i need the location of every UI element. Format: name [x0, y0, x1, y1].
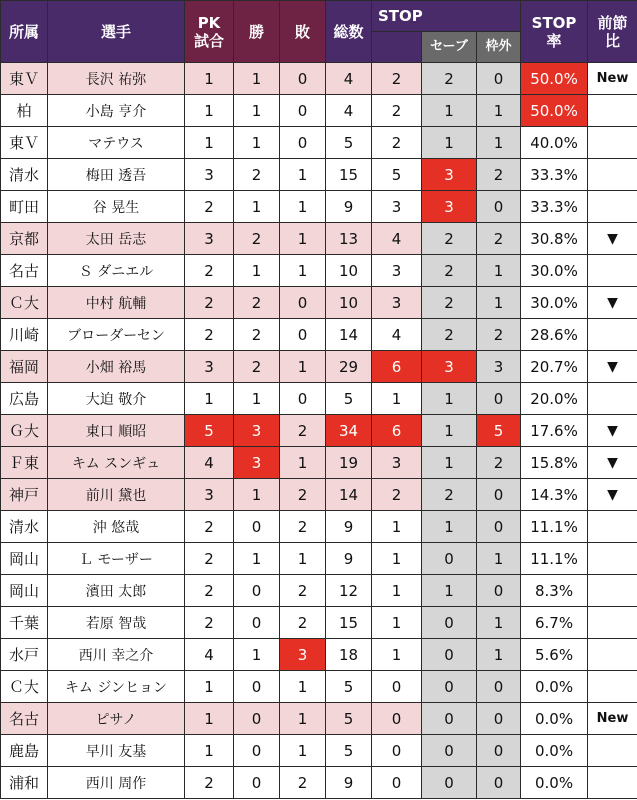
cell-stop: 2: [372, 63, 422, 95]
cell-stop: 1: [372, 607, 422, 639]
cell-wide: 0: [477, 63, 521, 95]
cell-rate: 0.0%: [521, 735, 588, 767]
cell-pk: 1: [185, 127, 234, 159]
cell-win: 1: [234, 479, 280, 511]
cell-player: キム ジンヒョン: [48, 671, 185, 703]
cell-pk: 1: [185, 703, 234, 735]
cell-save: 2: [422, 255, 477, 287]
table-row: [1, 479, 637, 511]
cell-total: 5: [326, 671, 372, 703]
cell-prev: [588, 255, 637, 287]
cell-prev: New: [588, 63, 637, 95]
cell-rate: 50.0%: [521, 95, 588, 127]
cell-save: 0: [422, 671, 477, 703]
header-stop-sub: [372, 32, 422, 63]
cell-save: 2: [422, 223, 477, 255]
cell-player: 沖 悠哉: [48, 511, 185, 543]
cell-team: 神戸: [1, 479, 48, 511]
cell-wide: 1: [477, 127, 521, 159]
cell-pk: 3: [185, 159, 234, 191]
cell-wide: 0: [477, 703, 521, 735]
cell-pk: 2: [185, 767, 234, 799]
cell-stop: 0: [372, 767, 422, 799]
cell-prev: [588, 575, 637, 607]
cell-save: 1: [422, 575, 477, 607]
cell-save: 0: [422, 543, 477, 575]
header-wide: 枠外: [477, 32, 521, 63]
cell-player: 中村 航輔: [48, 287, 185, 319]
cell-prev: [588, 319, 637, 351]
cell-wide: 2: [477, 319, 521, 351]
cell-loss: 2: [280, 415, 326, 447]
cell-team: Ｃ大: [1, 671, 48, 703]
cell-stop: 6: [372, 351, 422, 383]
cell-player: 西川 幸之介: [48, 639, 185, 671]
cell-total: 15: [326, 607, 372, 639]
cell-prev: ▼: [588, 287, 637, 319]
cell-stop: 2: [372, 479, 422, 511]
cell-rate: 0.0%: [521, 703, 588, 735]
cell-save: 1: [422, 127, 477, 159]
cell-prev: [588, 671, 637, 703]
cell-pk: 4: [185, 447, 234, 479]
cell-total: 4: [326, 63, 372, 95]
cell-win: 3: [234, 447, 280, 479]
cell-rate: 5.6%: [521, 639, 588, 671]
table-row: [1, 191, 637, 223]
cell-prev: ▼: [588, 415, 637, 447]
cell-wide: 0: [477, 671, 521, 703]
cell-pk: 2: [185, 319, 234, 351]
cell-loss: 1: [280, 255, 326, 287]
cell-player: 太田 岳志: [48, 223, 185, 255]
table-row: [1, 95, 637, 127]
cell-wide: 3: [477, 351, 521, 383]
cell-rate: 15.8%: [521, 447, 588, 479]
header-team: 所属: [1, 1, 48, 63]
cell-loss: 2: [280, 767, 326, 799]
cell-stop: 2: [372, 95, 422, 127]
cell-rate: 30.0%: [521, 287, 588, 319]
cell-team: Ｇ大: [1, 415, 48, 447]
cell-team: 岡山: [1, 543, 48, 575]
cell-win: 1: [234, 639, 280, 671]
table-row: [1, 543, 637, 575]
cell-loss: 1: [280, 223, 326, 255]
cell-win: 2: [234, 319, 280, 351]
table-row: [1, 351, 637, 383]
header-stop-rate: STOP 率: [521, 1, 588, 63]
cell-total: 34: [326, 415, 372, 447]
cell-total: 10: [326, 287, 372, 319]
table-row: [1, 639, 637, 671]
cell-wide: 5: [477, 415, 521, 447]
cell-stop: 1: [372, 383, 422, 415]
cell-save: 1: [422, 415, 477, 447]
cell-total: 5: [326, 703, 372, 735]
table-body: [1, 63, 637, 799]
cell-pk: 5: [185, 415, 234, 447]
cell-rate: 6.7%: [521, 607, 588, 639]
cell-player: Ｌ モーザー: [48, 543, 185, 575]
cell-player: 濱田 太郎: [48, 575, 185, 607]
cell-loss: 0: [280, 319, 326, 351]
cell-wide: 0: [477, 767, 521, 799]
cell-player: 谷 晃生: [48, 191, 185, 223]
cell-total: 12: [326, 575, 372, 607]
cell-stop: 6: [372, 415, 422, 447]
cell-stop: 4: [372, 319, 422, 351]
cell-total: 9: [326, 767, 372, 799]
cell-prev: ▼: [588, 351, 637, 383]
cell-win: 0: [234, 607, 280, 639]
header-win: 勝: [234, 1, 280, 63]
cell-win: 1: [234, 383, 280, 415]
cell-pk: 1: [185, 63, 234, 95]
cell-win: 0: [234, 511, 280, 543]
cell-pk: 1: [185, 383, 234, 415]
cell-player: 前川 黛也: [48, 479, 185, 511]
cell-win: 2: [234, 351, 280, 383]
cell-loss: 3: [280, 639, 326, 671]
cell-prev: [588, 607, 637, 639]
table-row: [1, 159, 637, 191]
cell-total: 9: [326, 543, 372, 575]
cell-rate: 30.8%: [521, 223, 588, 255]
header-save: セーブ: [422, 32, 477, 63]
header-pk-matches: PK 試合: [185, 1, 234, 63]
table-row: [1, 511, 637, 543]
cell-save: 0: [422, 607, 477, 639]
cell-pk: 2: [185, 511, 234, 543]
cell-total: 5: [326, 735, 372, 767]
cell-total: 14: [326, 319, 372, 351]
cell-rate: 8.3%: [521, 575, 588, 607]
table-row: [1, 319, 637, 351]
cell-pk: 1: [185, 95, 234, 127]
cell-win: 0: [234, 575, 280, 607]
cell-win: 1: [234, 95, 280, 127]
cell-rate: 20.0%: [521, 383, 588, 415]
cell-team: Ｆ東: [1, 447, 48, 479]
cell-rate: 11.1%: [521, 543, 588, 575]
table-row: [1, 575, 637, 607]
cell-total: 19: [326, 447, 372, 479]
cell-rate: 40.0%: [521, 127, 588, 159]
cell-loss: 2: [280, 479, 326, 511]
table-row: [1, 767, 637, 799]
cell-wide: 0: [477, 575, 521, 607]
cell-win: 1: [234, 255, 280, 287]
cell-save: 2: [422, 287, 477, 319]
cell-pk: 3: [185, 351, 234, 383]
cell-pk: 1: [185, 671, 234, 703]
cell-total: 5: [326, 127, 372, 159]
cell-team: 岡山: [1, 575, 48, 607]
cell-team: 名古: [1, 703, 48, 735]
cell-player: 西川 周作: [48, 767, 185, 799]
cell-total: 5: [326, 383, 372, 415]
cell-wide: 1: [477, 255, 521, 287]
cell-stop: 2: [372, 127, 422, 159]
cell-player: 若原 智哉: [48, 607, 185, 639]
cell-team: 福岡: [1, 351, 48, 383]
cell-team: 京都: [1, 223, 48, 255]
cell-stop: 1: [372, 511, 422, 543]
cell-prev: New: [588, 703, 637, 735]
cell-wide: 2: [477, 447, 521, 479]
cell-wide: 2: [477, 159, 521, 191]
cell-loss: 1: [280, 191, 326, 223]
cell-team: 浦和: [1, 767, 48, 799]
table-row: [1, 63, 637, 95]
cell-wide: 1: [477, 543, 521, 575]
cell-win: 1: [234, 63, 280, 95]
cell-player: ブローダーセン: [48, 319, 185, 351]
cell-save: 1: [422, 447, 477, 479]
cell-loss: 0: [280, 127, 326, 159]
cell-loss: 2: [280, 607, 326, 639]
cell-team: 柏: [1, 95, 48, 127]
cell-team: 川崎: [1, 319, 48, 351]
cell-team: 町田: [1, 191, 48, 223]
header-prev-diff: 前節 比: [588, 1, 637, 63]
table-row: [1, 287, 637, 319]
cell-loss: 1: [280, 703, 326, 735]
cell-player: 梅田 透吾: [48, 159, 185, 191]
cell-team: 千葉: [1, 607, 48, 639]
cell-pk: 1: [185, 735, 234, 767]
cell-stop: 3: [372, 447, 422, 479]
cell-player: マテウス: [48, 127, 185, 159]
cell-team: 清水: [1, 511, 48, 543]
cell-wide: 1: [477, 639, 521, 671]
cell-wide: 1: [477, 607, 521, 639]
cell-wide: 0: [477, 511, 521, 543]
cell-team: 清水: [1, 159, 48, 191]
cell-loss: 1: [280, 543, 326, 575]
cell-loss: 2: [280, 511, 326, 543]
cell-team: 東Ｖ: [1, 127, 48, 159]
table-row: [1, 415, 637, 447]
table-row: [1, 255, 637, 287]
cell-loss: 0: [280, 95, 326, 127]
table-row: [1, 447, 637, 479]
cell-stop: 3: [372, 287, 422, 319]
cell-total: 14: [326, 479, 372, 511]
cell-total: 18: [326, 639, 372, 671]
cell-pk: 4: [185, 639, 234, 671]
cell-player: 小畑 裕馬: [48, 351, 185, 383]
cell-save: 0: [422, 767, 477, 799]
cell-win: 0: [234, 671, 280, 703]
cell-win: 1: [234, 127, 280, 159]
cell-team: 広島: [1, 383, 48, 415]
cell-stop: 1: [372, 543, 422, 575]
cell-player: 早川 友基: [48, 735, 185, 767]
cell-wide: 1: [477, 95, 521, 127]
cell-stop: 0: [372, 671, 422, 703]
header-stop: STOP: [372, 1, 521, 32]
table-row: [1, 735, 637, 767]
cell-prev: ▼: [588, 479, 637, 511]
header-loss: 敗: [280, 1, 326, 63]
cell-stop: 3: [372, 191, 422, 223]
cell-win: 2: [234, 223, 280, 255]
cell-prev: [588, 543, 637, 575]
cell-total: 29: [326, 351, 372, 383]
cell-wide: 0: [477, 383, 521, 415]
cell-win: 1: [234, 543, 280, 575]
cell-total: 10: [326, 255, 372, 287]
cell-save: 0: [422, 703, 477, 735]
table-row: [1, 703, 637, 735]
cell-player: Ｓ ダニエル: [48, 255, 185, 287]
cell-win: 2: [234, 287, 280, 319]
cell-pk: 2: [185, 575, 234, 607]
cell-loss: 1: [280, 351, 326, 383]
cell-rate: 14.3%: [521, 479, 588, 511]
cell-rate: 30.0%: [521, 255, 588, 287]
header-total: 総数: [326, 1, 372, 63]
cell-wide: 1: [477, 287, 521, 319]
cell-win: 0: [234, 735, 280, 767]
table-row: [1, 607, 637, 639]
cell-prev: [588, 159, 637, 191]
cell-stop: 0: [372, 735, 422, 767]
cell-wide: 2: [477, 223, 521, 255]
cell-rate: 28.6%: [521, 319, 588, 351]
cell-save: 2: [422, 479, 477, 511]
cell-pk: 2: [185, 287, 234, 319]
cell-stop: 4: [372, 223, 422, 255]
cell-rate: 50.0%: [521, 63, 588, 95]
header-player: 選手: [48, 1, 185, 63]
cell-stop: 1: [372, 575, 422, 607]
cell-pk: 3: [185, 479, 234, 511]
cell-prev: [588, 767, 637, 799]
cell-rate: 11.1%: [521, 511, 588, 543]
cell-rate: 0.0%: [521, 767, 588, 799]
cell-stop: 5: [372, 159, 422, 191]
cell-save: 1: [422, 383, 477, 415]
cell-save: 3: [422, 159, 477, 191]
cell-prev: [588, 95, 637, 127]
cell-prev: [588, 127, 637, 159]
cell-pk: 2: [185, 191, 234, 223]
table-row: [1, 223, 637, 255]
cell-player: 大迫 敬介: [48, 383, 185, 415]
cell-pk: 3: [185, 223, 234, 255]
cell-prev: [588, 191, 637, 223]
cell-wide: 0: [477, 735, 521, 767]
cell-prev: ▼: [588, 223, 637, 255]
cell-loss: 1: [280, 447, 326, 479]
cell-loss: 1: [280, 735, 326, 767]
table-row: [1, 383, 637, 415]
cell-team: 鹿島: [1, 735, 48, 767]
cell-team: 名古: [1, 255, 48, 287]
cell-win: 1: [234, 191, 280, 223]
cell-save: 2: [422, 319, 477, 351]
cell-prev: [588, 511, 637, 543]
cell-team: Ｃ大: [1, 287, 48, 319]
cell-win: 2: [234, 159, 280, 191]
cell-save: 1: [422, 95, 477, 127]
cell-prev: ▼: [588, 447, 637, 479]
cell-wide: 0: [477, 479, 521, 511]
cell-save: 3: [422, 191, 477, 223]
cell-player: 東口 順昭: [48, 415, 185, 447]
cell-pk: 2: [185, 255, 234, 287]
cell-loss: 1: [280, 671, 326, 703]
cell-prev: [588, 383, 637, 415]
table-row: [1, 127, 637, 159]
cell-player: 小島 亨介: [48, 95, 185, 127]
cell-save: 0: [422, 639, 477, 671]
cell-loss: 0: [280, 383, 326, 415]
cell-pk: 2: [185, 607, 234, 639]
cell-prev: [588, 735, 637, 767]
cell-win: 0: [234, 767, 280, 799]
cell-stop: 0: [372, 703, 422, 735]
cell-save: 1: [422, 511, 477, 543]
cell-team: 水戸: [1, 639, 48, 671]
cell-team: 東Ｖ: [1, 63, 48, 95]
cell-loss: 0: [280, 287, 326, 319]
cell-rate: 33.3%: [521, 191, 588, 223]
cell-prev: [588, 639, 637, 671]
table-row: [1, 671, 637, 703]
cell-rate: 33.3%: [521, 159, 588, 191]
cell-wide: 0: [477, 191, 521, 223]
cell-loss: 2: [280, 575, 326, 607]
cell-total: 9: [326, 191, 372, 223]
cell-player: 長沢 祐弥: [48, 63, 185, 95]
cell-save: 0: [422, 735, 477, 767]
cell-stop: 1: [372, 639, 422, 671]
cell-win: 3: [234, 415, 280, 447]
cell-total: 9: [326, 511, 372, 543]
cell-win: 0: [234, 703, 280, 735]
cell-total: 4: [326, 95, 372, 127]
cell-pk: 2: [185, 543, 234, 575]
cell-rate: 17.6%: [521, 415, 588, 447]
cell-stop: 3: [372, 255, 422, 287]
cell-rate: 20.7%: [521, 351, 588, 383]
cell-save: 3: [422, 351, 477, 383]
cell-player: ピサノ: [48, 703, 185, 735]
cell-player: キム スンギュ: [48, 447, 185, 479]
cell-total: 13: [326, 223, 372, 255]
cell-loss: 1: [280, 159, 326, 191]
cell-save: 2: [422, 63, 477, 95]
cell-total: 15: [326, 159, 372, 191]
cell-loss: 0: [280, 63, 326, 95]
cell-rate: 0.0%: [521, 671, 588, 703]
